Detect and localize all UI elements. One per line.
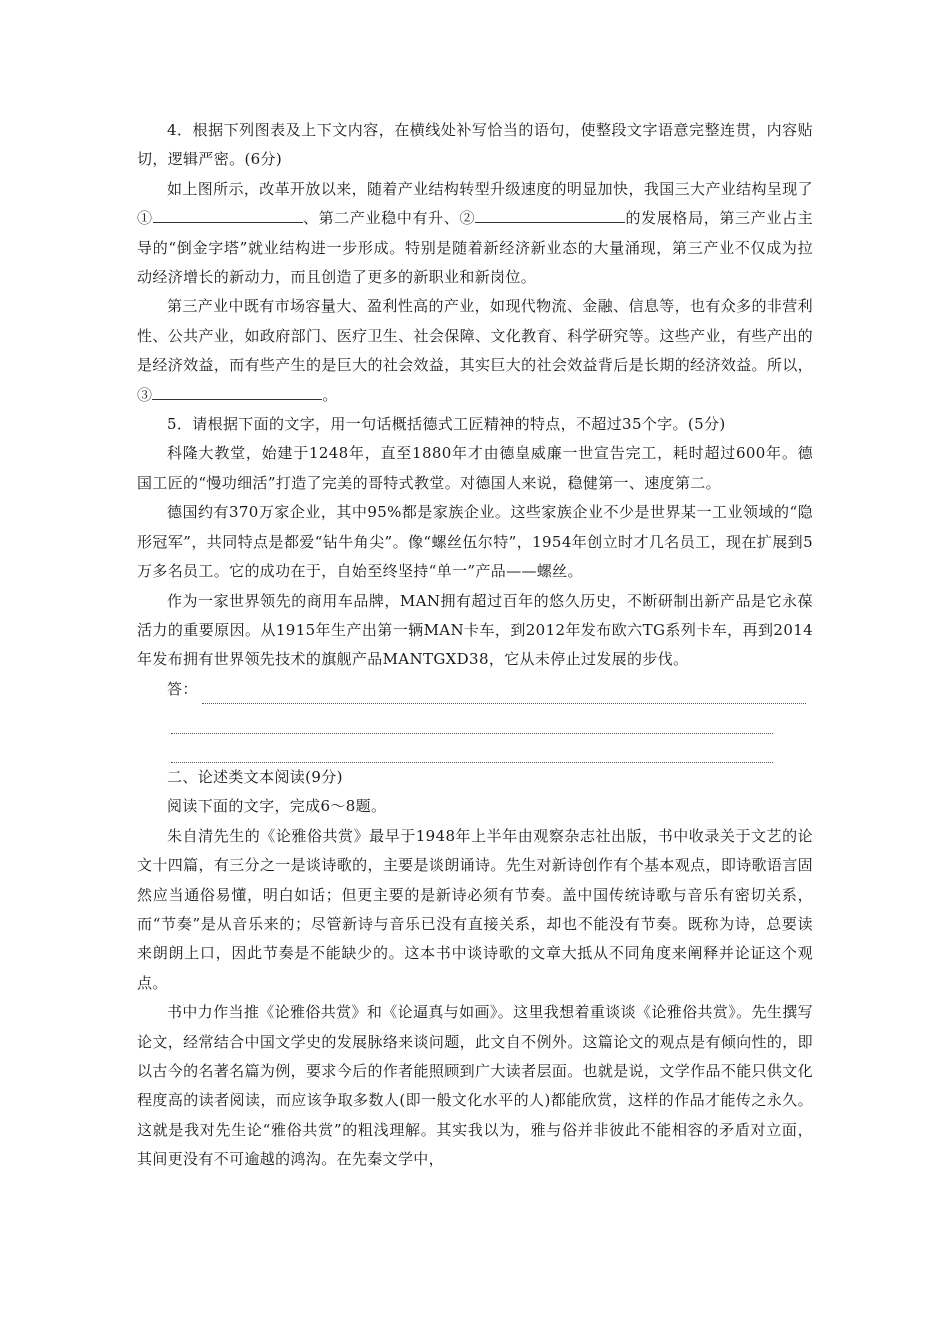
q4-p2-part-a: 第三产业中既有市场容量大、盈利性高的产业，如现代物流、金融、信息等，也有众多的非营利性、公共产业，如政府部门、医疗卫生、社会保障、文化教育、科学研究等。这些产业，有些产出的是经济效益，而有些产生的是巨大的社会效益，其实巨大的社会效益背后是长期的经济效益。所以，③: [137, 297, 813, 404]
q4-p1-part-c: 的发展格局，第三产业占主导的“倒金字塔”就业结构进一步形成。特别是随着新经济新业态的大量涌现，第三产业不仅成为拉动经济增长的新动力，而且创造了更多的新职业和新岗位。: [137, 209, 813, 287]
question-4-stem: 4．根据下列图表及上下文内容，在横线处补写恰当的语句，使整段文字语意完整连贯，内容贴切，逻辑严密。(6分): [137, 121, 813, 169]
blank-3[interactable]: [152, 385, 322, 400]
answer-line-1[interactable]: [202, 684, 806, 704]
section-2-instruction: 阅读下面的文字，完成6～8题。: [167, 797, 387, 816]
blank-1[interactable]: [153, 208, 303, 223]
question-5-paragraph-1: 科隆大教堂，始建于1248年，直至1880年才由德皇威廉一世宣告完工，耗时超过600年。德国工匠的“慢功细活”打造了完美的哥特式教堂。对德国人来说，稳健第一、速度第二。: [137, 444, 813, 492]
section-2-heading: 二、论述类文本阅读(9分): [167, 767, 343, 786]
q4-p1-part-b: 、第二产业稳中有升、②: [302, 209, 476, 228]
question-4-paragraph-2: [137, 292, 813, 410]
answer-line-2[interactable]: [171, 714, 773, 734]
section-2-paragraph-2: 书中力作当推《论雅俗共赏》和《论逼真与如画》。这里我想着重谈谈《论雅俗共赏》。先生撰写论文，经常结合中国文学史的发展脉络来谈问题，此文自不例外。这篇论文的观点是有倾向性的，即以古今的名著名篇为例，要求今后的作者能照顾到广大读者层面。也就是说，文学作品不能只供文化程度高的读者阅读，而应该争取多数人(即一般文化水平的人)都能欣赏，这样的作品才能传之永久。这就是我对先生论“雅俗共赏”的粗浅理解。其实我以为，雅与俗并非彼此不能相容的矛盾对立面，其间更没有不可逾越的鸿沟。在先秦文学中，: [137, 1003, 813, 1169]
answer-area: [137, 675, 813, 704]
question-5-paragraph-3: 作为一家世界领先的商用车品牌，MAN拥有超过百年的悠久历史，不断研制出新产品是它永葆活力的重要原因。从1915年生产出第一辆MAN卡车，到2012年发布欧六TG系列卡车，再到2014年发布拥有世界领先技术的旗舰产品MANTGXD38，它从未停止过发展的步伐。: [137, 591, 813, 669]
question-5-paragraph-2: 德国约有370万家企业，其中95%都是家族企业。这些家族企业不少是世界某一工业领域的“隐形冠军”，共同特点是都爱“钻牛角尖”。像“螺丝伍尔特”，1954年创立时才几名员工，现在扩展到5万多名员工。它的成功在于，自始至终坚持“单一”产品——螺丝。: [137, 503, 813, 581]
question-5-stem: 5．请根据下面的文字，用一句话概括德式工匠精神的特点，不超过35个字。(5分): [167, 415, 726, 434]
answer-line-3[interactable]: [171, 743, 773, 763]
document-body: [137, 116, 813, 1175]
blank-2[interactable]: [475, 208, 625, 223]
answer-line-2-row: [171, 704, 773, 733]
q4-p2-part-b: 。: [322, 385, 338, 404]
answer-label: 答：: [167, 679, 198, 698]
q4-p1-part-a: 如上图所示，改革开放以来，随着产业结构转型升级速度的明显加快，我国三大产业结构呈现了①: [137, 179, 813, 228]
answer-line-3-row: [171, 734, 773, 763]
question-4-paragraph-1: [137, 175, 813, 293]
section-2-paragraph-1: 朱自清先生的《论雅俗共赏》最早于1948年上半年由观察杂志社出版，书中收录关于文艺的论文十四篇，有三分之一是谈诗歌的，主要是谈朗诵诗。先生对新诗创作有个基本观点，即诗歌语言固然应当通俗易懂，明白如话；但更主要的是新诗必须有节奏。盖中国传统诗歌与音乐有密切关系，而“节奏”是从音乐来的；尽管新诗与音乐已没有直接关系，却也不能没有节奏。既称为诗，总要读来朗朗上口，因此节奏是不能缺少的。这本书中谈诗歌的文章大抵从不同角度来阐释并论证这个观点。: [137, 826, 813, 992]
